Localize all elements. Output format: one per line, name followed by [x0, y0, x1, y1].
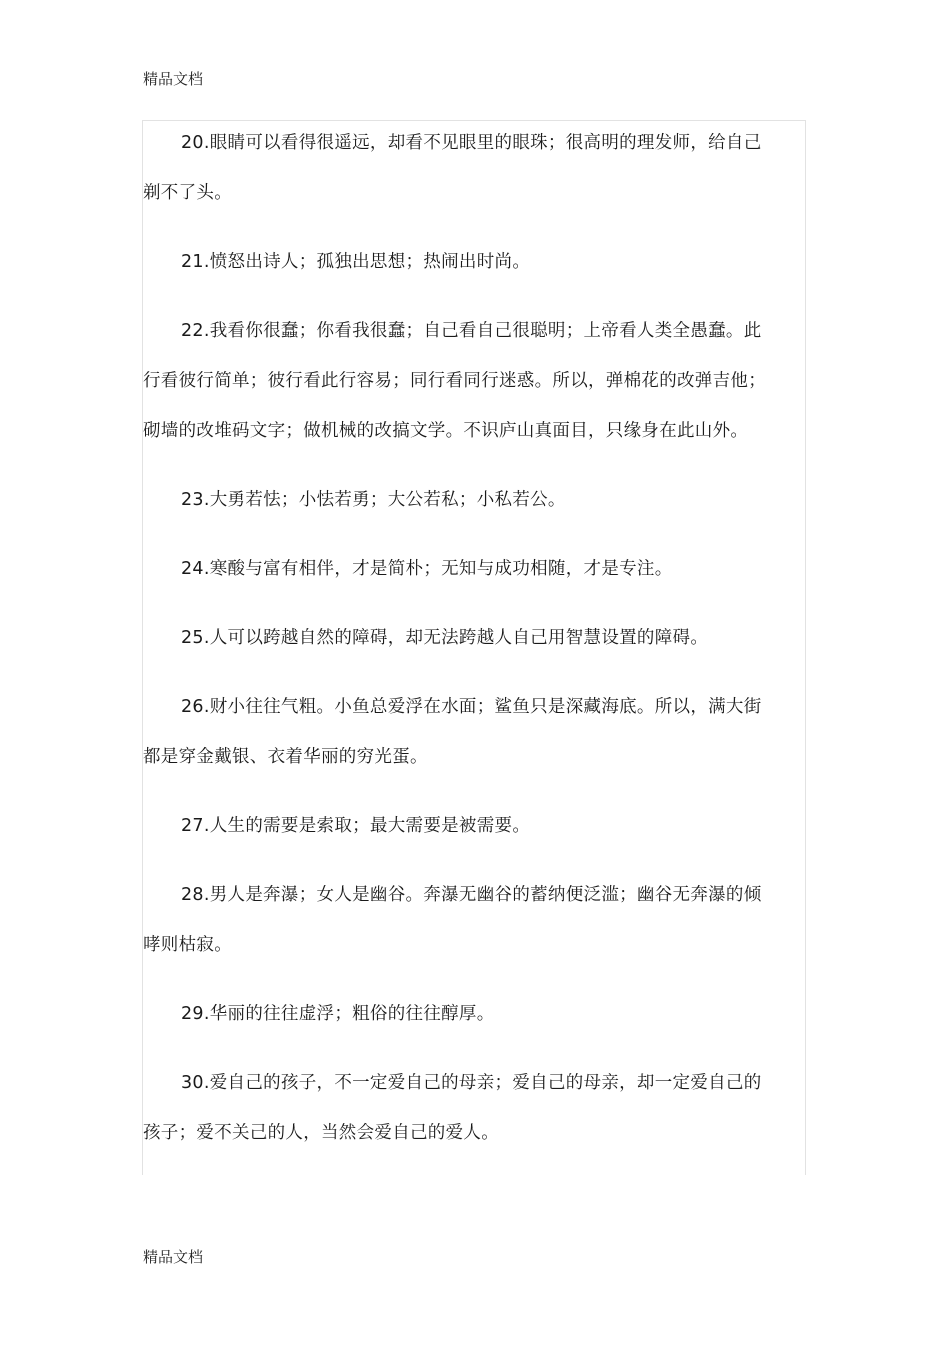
entry-28: 28.男人是奔瀑；女人是幽谷。奔瀑无幽谷的蓄纳便泛滥；幽谷无奔瀑的倾哮则枯寂。: [143, 885, 762, 955]
entry-25: 25.人可以跨越自然的障碍，却无法跨越人自己用智慧设置的障碍。: [181, 628, 709, 648]
entry-26: 26.财小往往气粗。小鱼总爱浮在水面；鲨鱼只是深藏海底。所以，满大街都是穿金戴银、衣着华丽的穷光蛋。: [143, 697, 762, 767]
entry-30: 30.爱自己的孩子，不一定爱自己的母亲；爱自己的母亲，却一定爱自己的孩子；爱不关己的人，当然会爱自己的爱人。: [143, 1073, 762, 1143]
entry-22: 22.我看你很蠢；你看我很蠢；自己看自己很聪明；上帝看人类全愚蠢。此行看彼行简单；彼行看此行容易；同行看同行迷惑。所以，弹棉花的改弹吉他；砌墙的改堆码文字；做机械的改搞文学。不识庐山真面目，只缘身在此山外。: [143, 321, 766, 441]
entry-24: 24.寒酸与富有相伴，才是简朴；无知与成功相随，才是专注。: [181, 559, 673, 579]
page-header: 精品文档: [143, 70, 204, 88]
entry-23: 23.大勇若怯；小怯若勇；大公若私；小私若公。: [181, 490, 566, 510]
entry-27: 27.人生的需要是索取；最大需要是被需要。: [181, 816, 531, 836]
entry-20: 20.眼睛可以看得很遥远，却看不见眼里的眼珠；很高明的理发师，给自己剃不了头。: [143, 133, 762, 203]
entry-21: 21.愤怒出诗人；孤独出思想；热闹出时尚。: [181, 252, 531, 272]
page-footer: 精品文档: [143, 1248, 204, 1266]
entry-29: 29.华丽的往往虚浮；粗俗的往往醇厚。: [181, 1004, 495, 1024]
